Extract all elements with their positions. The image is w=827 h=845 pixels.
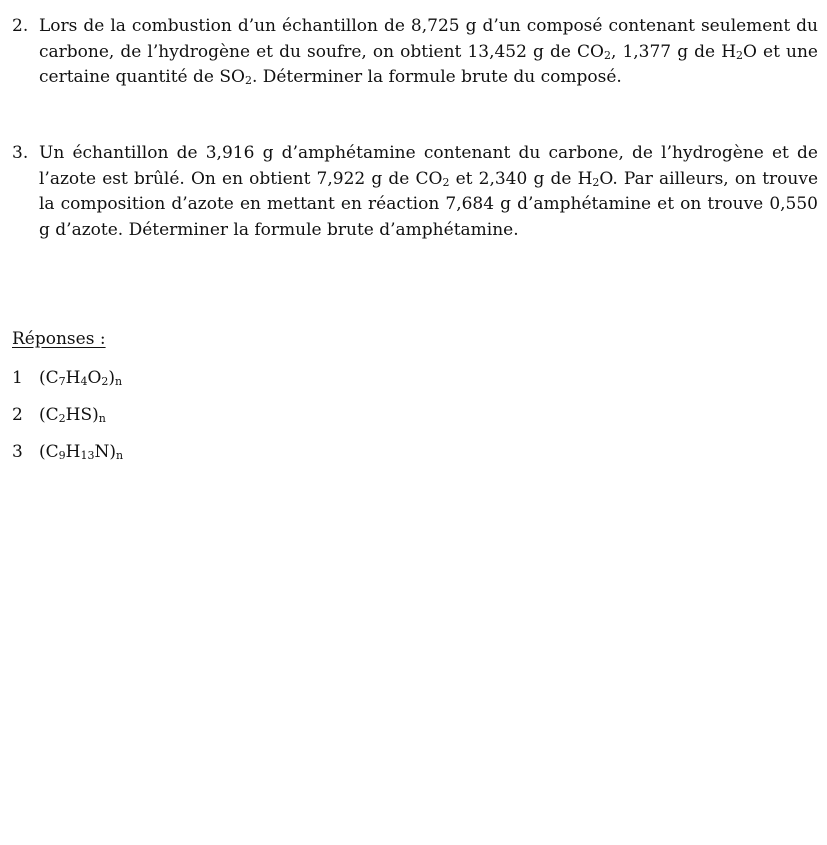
- subscript: 2: [101, 375, 109, 388]
- text-segment: Lors de la combustion d’un échantillon de 8,725 g d’un composé contenant seulement du carbone, de l’hydrogène et du soufre, on obtient 13,452 g de CO: [39, 16, 818, 62]
- answer-3: [12, 440, 123, 465]
- text-segment: O et une certaine quantité de SO: [39, 41, 818, 87]
- answer-2: [12, 403, 106, 428]
- text-segment: . Déterminer la formule brute du composé.: [251, 67, 622, 87]
- subscript: 7: [58, 375, 66, 388]
- answers-title: Réponses :: [12, 329, 106, 349]
- text-segment: N): [94, 442, 116, 462]
- problem-number: 3.: [12, 143, 29, 163]
- subscript: 2: [244, 74, 252, 87]
- subscript: n: [115, 375, 123, 388]
- text-segment: O: [87, 368, 102, 388]
- text-segment: , 1,377 g de H: [610, 41, 737, 62]
- subscript: 2: [592, 175, 600, 189]
- formula: [39, 405, 106, 425]
- text-segment: O. Par ailleurs, on trouve la composition d’azote en mettant en réaction 7,684 g d’amphétamine et on trouve 0,550 g d’azote. Déterminer la formule brute d’amphétamine.: [39, 168, 819, 240]
- subscript: 2: [736, 48, 744, 62]
- text-segment: (C: [39, 405, 59, 425]
- formula: [39, 442, 123, 462]
- problem-3: [12, 141, 818, 243]
- subscript: 2: [442, 175, 450, 189]
- text-segment: (C: [39, 368, 59, 388]
- subscript: 13: [80, 449, 95, 462]
- text-segment: HS): [65, 405, 99, 425]
- problem-number: 2.: [12, 16, 29, 36]
- subscript: 2: [58, 412, 66, 425]
- text-segment: H: [65, 442, 81, 462]
- formula: [39, 368, 122, 388]
- answer-number: 3: [12, 442, 23, 462]
- subscript: 2: [603, 48, 611, 62]
- subscript: n: [115, 449, 124, 462]
- subscript: 4: [80, 375, 88, 388]
- text-segment: et 2,340 g de H: [449, 168, 593, 189]
- problem-text: [39, 141, 818, 243]
- answer-1: [12, 366, 122, 391]
- subscript: n: [98, 412, 106, 425]
- answer-number: 2: [12, 405, 23, 425]
- text-segment: H: [65, 368, 81, 388]
- text-segment: Un échantillon de 3,916 g d’amphétamine contenant du carbone, de l’hydrogène et de l’azote est brûlé. On en obtient 7,922 g de CO: [39, 143, 818, 189]
- text-segment: (C: [39, 442, 59, 462]
- text-segment: ): [108, 368, 116, 388]
- problem-text: [39, 14, 818, 91]
- problem-2: [12, 14, 818, 91]
- subscript: 9: [58, 449, 66, 462]
- answer-number: 1: [12, 368, 23, 388]
